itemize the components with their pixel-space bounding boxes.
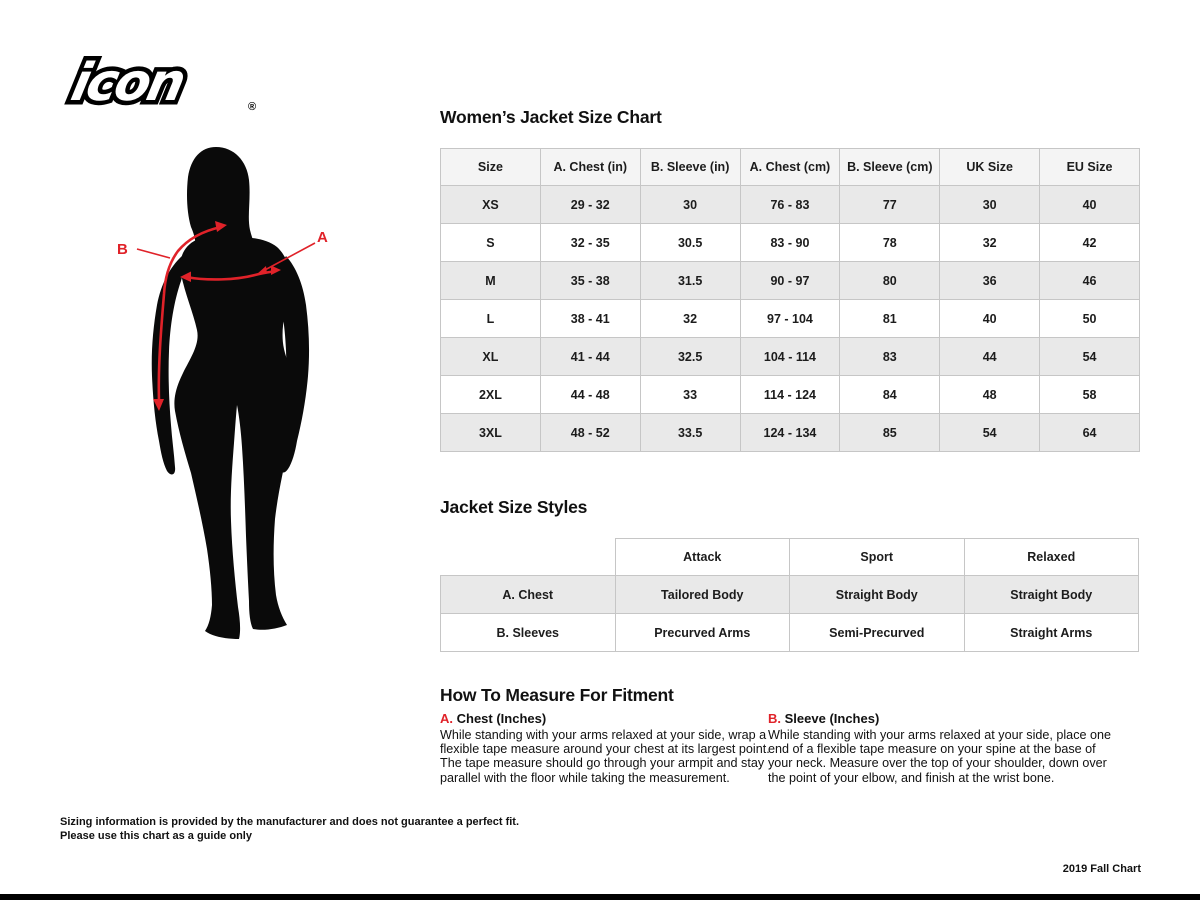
table-row bbox=[441, 614, 1139, 652]
table-cell: 83 - 90 bbox=[740, 224, 840, 262]
table-header-row bbox=[441, 149, 1140, 186]
table-cell: 80 bbox=[840, 262, 940, 300]
label-b-leader bbox=[137, 249, 170, 258]
logo-wordmark bbox=[66, 53, 189, 113]
table-cell: 77 bbox=[840, 186, 940, 224]
table-header-cell: B. Sleeve (in) bbox=[640, 149, 740, 186]
table-header-cell: UK Size bbox=[940, 149, 1040, 186]
table-row bbox=[441, 224, 1140, 262]
table-cell: 2XL bbox=[441, 376, 541, 414]
style-chart-table bbox=[440, 538, 1139, 652]
table-row bbox=[441, 262, 1140, 300]
table-cell: 58 bbox=[1040, 376, 1140, 414]
measurement-figure bbox=[95, 138, 345, 663]
disclaimer-text bbox=[60, 816, 519, 843]
table-cell: Tailored Body bbox=[615, 576, 790, 614]
table-cell: B. Sleeves bbox=[441, 614, 616, 652]
table-cell: 83 bbox=[840, 338, 940, 376]
measure-sleeve-label: Sleeve (Inches) bbox=[784, 711, 880, 726]
measure-sleeve-letter: B. bbox=[768, 711, 781, 726]
table-cell: 29 - 32 bbox=[540, 186, 640, 224]
table-cell: A. Chest bbox=[441, 576, 616, 614]
table-cell: 32 - 35 bbox=[540, 224, 640, 262]
table-cell: 85 bbox=[840, 414, 940, 452]
table-cell: 90 - 97 bbox=[740, 262, 840, 300]
table-cell: Semi-Precurved bbox=[790, 614, 965, 652]
table-header-cell bbox=[441, 539, 616, 576]
table-cell: 78 bbox=[840, 224, 940, 262]
table-cell: Straight Body bbox=[964, 576, 1139, 614]
svg-text:icon: icon bbox=[66, 52, 189, 113]
table-cell: Precurved Arms bbox=[615, 614, 790, 652]
table-row bbox=[441, 186, 1140, 224]
disclaimer-line-1: Sizing information is provided by the manufacturer and does not guarantee a perfect fit. bbox=[60, 816, 520, 828]
measure-chest-letter: A. bbox=[440, 711, 453, 726]
measure-section-sleeve bbox=[768, 711, 1116, 785]
table-cell: 48 bbox=[940, 376, 1040, 414]
table-cell: 32.5 bbox=[640, 338, 740, 376]
table-cell: 30.5 bbox=[640, 224, 740, 262]
table-cell: 36 bbox=[940, 262, 1040, 300]
table-header-cell: B. Sleeve (cm) bbox=[840, 149, 940, 186]
table-cell: L bbox=[441, 300, 541, 338]
table-cell: 84 bbox=[840, 376, 940, 414]
table-header-cell: Size bbox=[441, 149, 541, 186]
table-cell: 54 bbox=[1040, 338, 1140, 376]
registered-trademark: ® bbox=[248, 101, 257, 113]
table-cell: 40 bbox=[1040, 186, 1140, 224]
chart-version-label: 2019 Fall Chart bbox=[1062, 863, 1141, 875]
table-cell: S bbox=[441, 224, 541, 262]
measure-sleeve-body: While standing with your arms relaxed at your side, place one end of a flexible tape measure on your spine at the base of your neck. Measure over the top of your shoulder, down over the point of your elbow, and finish at the wrist bone. bbox=[768, 728, 1112, 785]
table-cell: 30 bbox=[640, 186, 740, 224]
measure-section-chest bbox=[440, 711, 772, 785]
disclaimer-line-2: Please use this chart as a guide only bbox=[60, 829, 252, 842]
table-cell: 40 bbox=[940, 300, 1040, 338]
table-cell: 31.5 bbox=[640, 262, 740, 300]
table-cell: 50 bbox=[1040, 300, 1140, 338]
table-cell: XL bbox=[441, 338, 541, 376]
table-cell: M bbox=[441, 262, 541, 300]
table-cell: 124 - 134 bbox=[740, 414, 840, 452]
table-cell: 44 - 48 bbox=[540, 376, 640, 414]
table-cell: 81 bbox=[840, 300, 940, 338]
table-header-cell: EU Size bbox=[1040, 149, 1140, 186]
table-row bbox=[441, 576, 1139, 614]
table-cell: 38 - 41 bbox=[540, 300, 640, 338]
table-header-cell: Attack bbox=[615, 539, 790, 576]
how-to-measure-title: How To Measure For Fitment bbox=[440, 685, 674, 705]
table-cell: XS bbox=[441, 186, 541, 224]
table-cell: 46 bbox=[1040, 262, 1140, 300]
size-chart-table bbox=[440, 148, 1140, 452]
table-cell: Straight Arms bbox=[964, 614, 1139, 652]
table-cell: 104 - 114 bbox=[740, 338, 840, 376]
table-cell: 97 - 104 bbox=[740, 300, 840, 338]
label-b: B bbox=[117, 241, 128, 258]
table-cell: 32 bbox=[640, 300, 740, 338]
table-cell: 114 - 124 bbox=[740, 376, 840, 414]
table-cell: 30 bbox=[940, 186, 1040, 224]
table-header-cell: Sport bbox=[790, 539, 965, 576]
table-cell: 48 - 52 bbox=[540, 414, 640, 452]
table-cell: 42 bbox=[1040, 224, 1140, 262]
style-chart-title: Jacket Size Styles bbox=[440, 497, 588, 517]
table-cell: 54 bbox=[940, 414, 1040, 452]
table-header-cell: A. Chest (in) bbox=[540, 149, 640, 186]
table-cell: Straight Body bbox=[790, 576, 965, 614]
table-cell: 44 bbox=[940, 338, 1040, 376]
label-a: A bbox=[317, 229, 328, 246]
measure-chest-label: Chest (Inches) bbox=[456, 711, 547, 726]
table-row bbox=[441, 338, 1140, 376]
table-cell: 35 - 38 bbox=[540, 262, 640, 300]
table-cell: 3XL bbox=[441, 414, 541, 452]
table-header-cell: A. Chest (cm) bbox=[740, 149, 840, 186]
table-row bbox=[441, 300, 1140, 338]
measure-chest-body: While standing with your arms relaxed at your side, wrap a flexible tape measure around your chest at its largest point. The tape measure should go through your armpit and stay parallel with the floor while taking the measurement. bbox=[440, 728, 770, 785]
measure-sleeve-heading bbox=[768, 711, 1116, 726]
table-cell: 33 bbox=[640, 376, 740, 414]
table-header-row bbox=[441, 539, 1139, 576]
footer-bar bbox=[0, 894, 1200, 900]
table-cell: 41 - 44 bbox=[540, 338, 640, 376]
table-header-cell: Relaxed bbox=[964, 539, 1139, 576]
size-chart-title: Women’s Jacket Size Chart bbox=[440, 107, 662, 127]
table-cell: 33.5 bbox=[640, 414, 740, 452]
table-cell: 64 bbox=[1040, 414, 1140, 452]
icon-brand-logo bbox=[52, 48, 282, 118]
table-row bbox=[441, 376, 1140, 414]
table-cell: 76 - 83 bbox=[740, 186, 840, 224]
silhouette-left-arm bbox=[152, 256, 184, 474]
measure-chest-heading bbox=[440, 711, 772, 726]
table-cell: 32 bbox=[940, 224, 1040, 262]
table-row bbox=[441, 414, 1140, 452]
